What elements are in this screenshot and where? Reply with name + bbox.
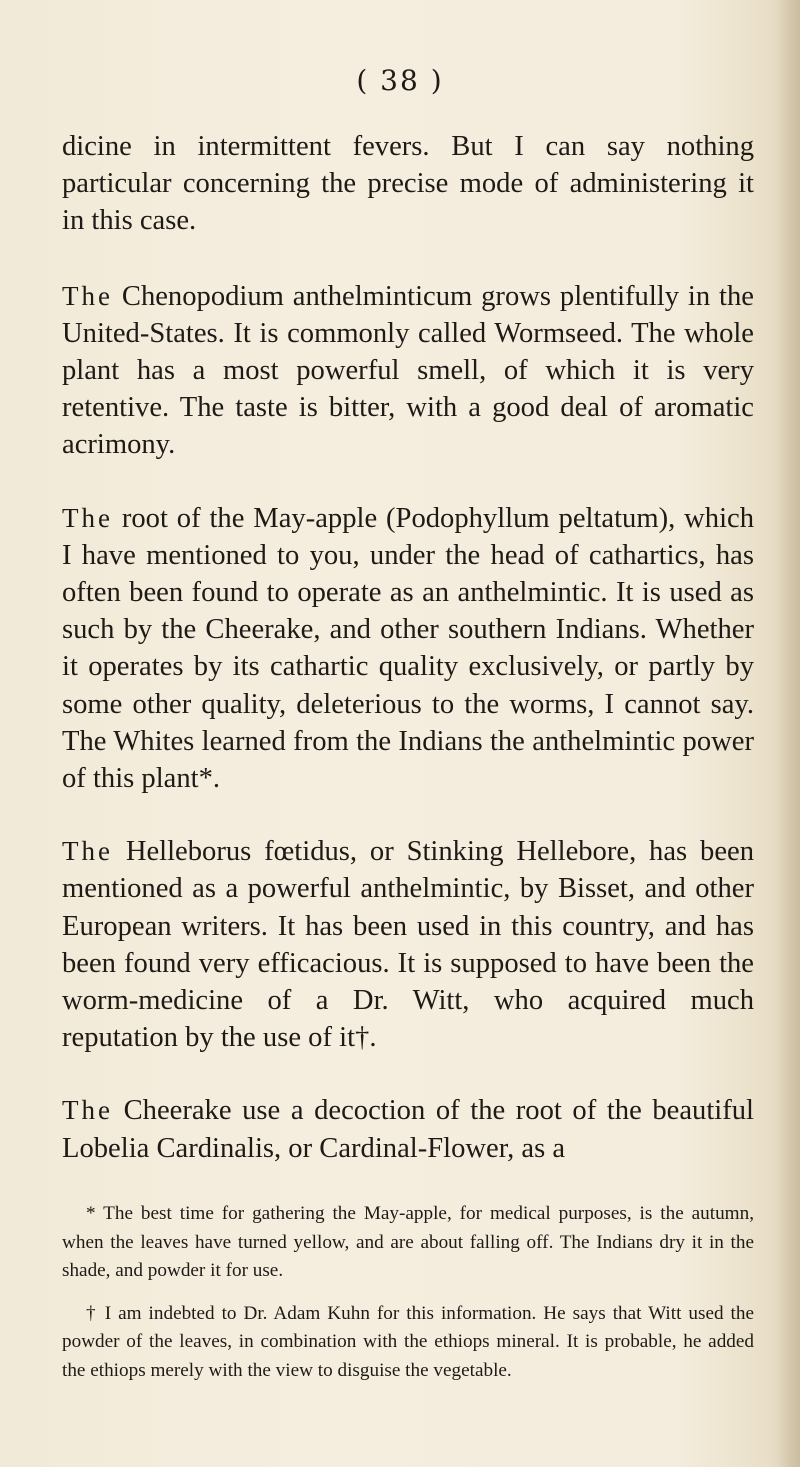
paragraph-lead: The <box>62 1095 113 1126</box>
page-number: ( 38 ) <box>356 64 444 97</box>
paragraph <box>62 278 754 464</box>
paragraph-lead: The <box>62 836 113 867</box>
paragraph-lead: The <box>62 280 113 311</box>
paragraph-text: Cheerake use a decoction of the root of the beautiful Lobelia Cardinalis, or Cardinal-Flower, as a <box>62 1095 754 1164</box>
paragraph-lead: The <box>62 502 113 533</box>
paragraph <box>62 833 754 1056</box>
main-text <box>62 128 754 1203</box>
footnote: † I am indebted to Dr. Adam Kuhn for this information. He says that Witt used the powder of the leaves, in combination with the ethiops mineral. It is probable, he added the ethiops merely with the view to disguise the vegetable. <box>62 1302 754 1381</box>
page-edge-shadow <box>778 0 800 1467</box>
paragraph <box>62 128 754 240</box>
paragraph <box>62 1092 754 1166</box>
paragraph-text: dicine in intermittent fevers. But I can say nothing particular concerning the precise mode of administering it in this case. <box>62 131 754 237</box>
paragraph <box>62 500 754 798</box>
paragraph-text: root of the May-apple (Podophyllum peltatum), which I have mentioned to you, under the head of cathartics, has often been found to operate as an anthelmintic. It is used as such by the Cheerake, and other southern Indians. Whether it operates by its cathartic quality exclusively, or partly by some other quality, deleterious to the worms, I cannot say. The Whites learned from the Indians the anthelmintic power of this plant*. <box>62 502 754 795</box>
paragraph-text: Helleborus fœtidus, or Stinking Hellebore, has been mentioned as a powerful anthelmintic, by Bisset, and other European writers. It has been used in this country, and has been found very efficacious. It is supposed to have been the worm-medicine of a Dr. Witt, who acquired much reputation by the use of it†. <box>62 836 754 1054</box>
footnote: * The best time for gathering the May-apple, for medical purposes, is the autumn, when the leaves have turned yellow, and are about falling off. The Indians dry it in the shade, and powder it for use. <box>62 1203 754 1281</box>
footnotes <box>62 1200 754 1399</box>
paragraph-text: Chenopodium anthelminticum grows plentifully in the United-States. It is commonly called Wormseed. The whole plant has a most powerful smell, of which it is very retentive. The taste is bitter, with a good deal of aromatic acrimony. <box>62 280 754 461</box>
